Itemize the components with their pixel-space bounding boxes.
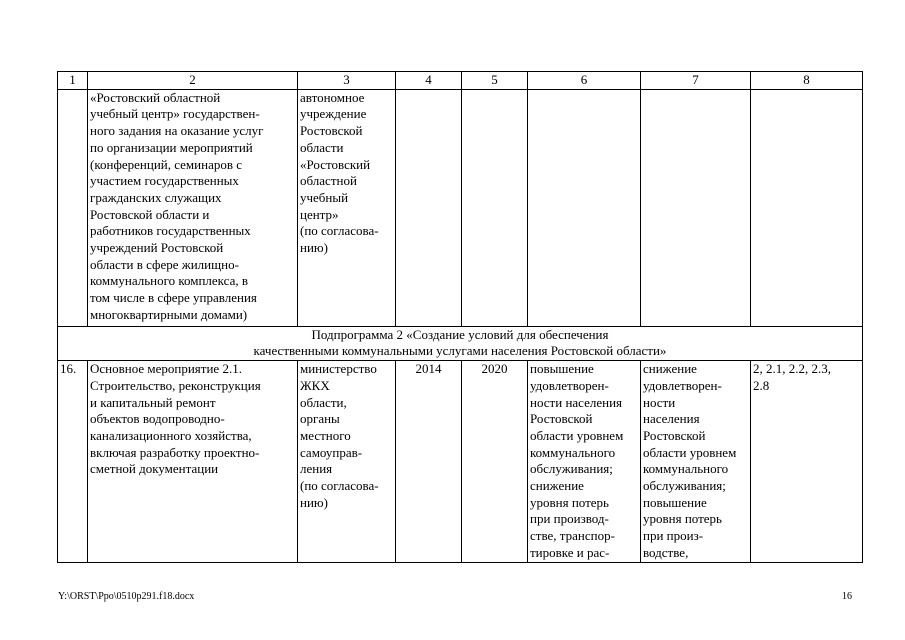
subprogram-row: [58, 326, 863, 360]
column-number: 2: [88, 72, 298, 90]
cell-start-year: [396, 89, 462, 326]
column-number: 4: [396, 72, 462, 90]
subprogram-title: [58, 326, 863, 360]
column-number: 8: [751, 72, 863, 90]
cell-expected-result: [528, 89, 641, 326]
program-table: [57, 71, 863, 563]
cell-consequences: [641, 89, 751, 326]
cell-number: [58, 89, 88, 326]
column-number: 7: [641, 72, 751, 90]
column-number: 1: [58, 72, 88, 90]
subprogram-title-line2: качественными коммунальными услугами населения Ростовской области»: [253, 343, 667, 359]
footer-page-number: 16: [842, 591, 852, 602]
column-number: 3: [298, 72, 396, 90]
column-number-row: [58, 72, 863, 90]
cell-start-year: 2014: [396, 361, 462, 563]
cell-consequences: снижение удовлетворен- ности населения Ростовской области уровнем коммунального обслуживания; повышение уровня потерь при произ- водстве,: [641, 361, 751, 563]
column-number: 6: [528, 72, 641, 90]
table-row-16: [58, 361, 863, 563]
cell-indicators: 2, 2.1, 2.2, 2.3, 2.8: [751, 361, 863, 563]
cell-expected-result: повышение удовлетворен- ности населения Ростовской области уровнем коммунального обслуживания; снижение уровня потерь при производ- стве, транспор- тировке и рас-: [528, 361, 641, 563]
cell-executor: министерство ЖКХ области, органы местного самоуправ- ления (по согласова- нию): [298, 361, 396, 563]
cell-number: 16.: [58, 361, 88, 563]
cell-activity-name: Основное мероприятие 2.1. Строительство, реконструкция и капитальный ремонт объектов водопроводно- канализационного хозяйства, включая разработку проектно- сметной документации: [88, 361, 298, 563]
footer-file-path: Y:\ORST\Ppo\0510p291.f18.docx: [58, 591, 195, 602]
column-number: 5: [462, 72, 528, 90]
cell-executor: автономное учреждение Ростовской области «Ростовский областной учебный центр» (по согласова- нию): [298, 89, 396, 326]
subprogram-title-line1: Подпрограмма 2 «Создание условий для обеспечения: [311, 326, 609, 342]
cell-end-year: 2020: [462, 361, 528, 563]
cell-indicators: [751, 89, 863, 326]
cell-activity-name: «Ростовский областной учебный центр» государствен- ного задания на оказание услуг по организации мероприятий (конференций, семинаров с участием государственных гражданских служащих Ростовской области и работников государственных учреждений Ростовской области в сфере жилищно- коммунального комплекса, в том числе в сфере управления многоквартирными домами): [88, 89, 298, 326]
table-row-continued: [58, 89, 863, 326]
cell-end-year: [462, 89, 528, 326]
